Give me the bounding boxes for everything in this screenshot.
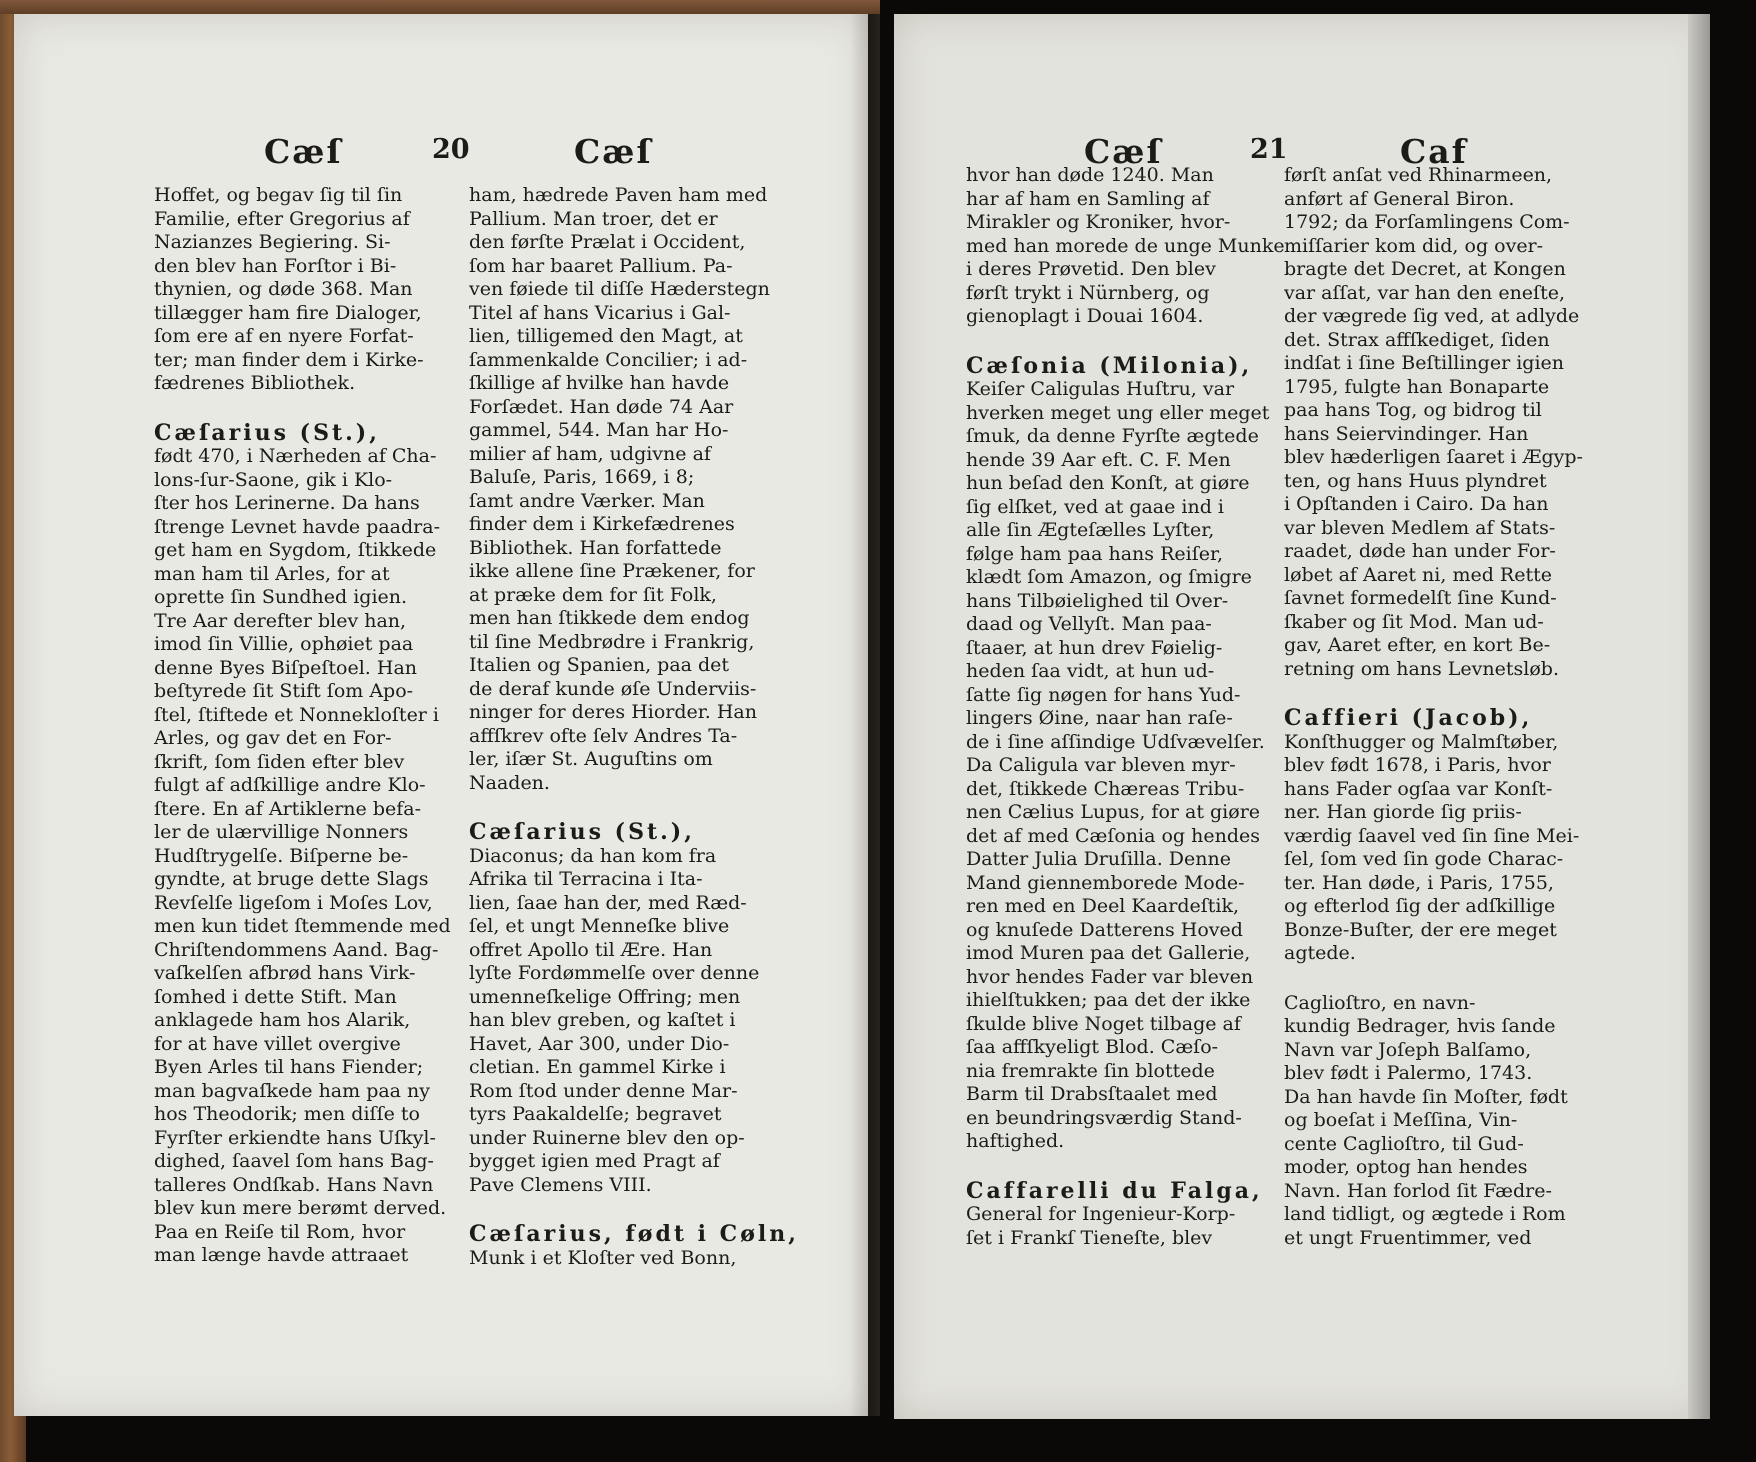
text-line: ſtere. En af Artiklerne befa- [154, 797, 422, 820]
text-line: nen Cælius Lupus, for at giøre [966, 801, 1261, 823]
text-line: ſtrenge Levnet havde paadra- [154, 515, 440, 538]
text-line: Datter Julia Druſilla. Denne [966, 848, 1231, 870]
text-line: retning om hans Levnetsløb. [1284, 657, 1559, 680]
text-line: tillægger ham fire Dialoger, [154, 301, 422, 324]
text-line: fulgt af adſkillige andre Klo- [154, 774, 426, 796]
text-line: ſkaber og ſit Mod. Man ud- [1284, 610, 1544, 633]
right-page [894, 14, 1710, 1419]
text-line: paa hans Tog, og bidrog til [1284, 399, 1542, 421]
paragraph-gap [966, 329, 1286, 355]
text-line: ſtaaer, at hun drev Føielig- [966, 636, 1223, 659]
text-line: gienoplagt i Douai 1604. [966, 305, 1204, 327]
text-line: Tre Aar derefter blev han, [154, 609, 407, 632]
text-line: lyſte Fordømmelſe over denne [469, 962, 760, 984]
text-line: førſt trykt i Nürnberg, og [966, 281, 1210, 304]
text-line: ner. Han giorde ſig priis- [1284, 801, 1522, 823]
text-line: ham, hædrede Paven ham med [469, 184, 768, 206]
text-line: affſkrev ofte ſelv Andres Ta- [469, 724, 738, 747]
text-line: men han ſtikkede dem endog [469, 607, 750, 629]
text-line: Nazianzes Begiering. Si- [154, 231, 391, 253]
text-line: Cæſarius (St.), [469, 821, 695, 845]
text-line: under Ruinerne blev den op- [469, 1126, 745, 1149]
text-line: ſig elſket, ved at gaae ind i [966, 495, 1225, 518]
paragraph-gap [1284, 681, 1614, 707]
text-line: Italien og Spanien, paa det [469, 654, 730, 676]
text-line: bragte det Decret, at Kongen [1284, 258, 1566, 280]
text-line: en beundringsværdig Stand- [966, 1106, 1242, 1129]
text-line: Fyrſter erkiendte hans Uſkyl- [154, 1126, 436, 1149]
text-line: miſſarier kom did, og over- [1284, 234, 1544, 257]
text-line: lien, tilligemed den Magt, at [469, 325, 743, 347]
text-line: hun beſad den Konſt, at giøre [966, 472, 1250, 494]
text-line: hvor hendes Fader var bleven [966, 965, 1254, 988]
text-line: Barm til Drabsſtaalet med [966, 1083, 1218, 1105]
text-line: Mand giennemborede Mode- [966, 871, 1245, 894]
text-line: vaſkelſen afbrød hans Virk- [154, 962, 416, 984]
text-line: hende 39 Aar eft. C. F. Men [966, 448, 1231, 471]
left-page-column-2 [469, 184, 799, 1270]
text-line: ſaa affſkyeligt Blod. Cæſo- [966, 1036, 1219, 1058]
text-line: lingers Øine, naar han raſe- [966, 707, 1233, 729]
text-line: Munk i et Kloſter ved Bonn, [469, 1246, 737, 1269]
text-line: gyndte, at bruge dette Slags [154, 868, 429, 890]
text-line: Paa en Reiſe til Rom, hvor [154, 1220, 406, 1243]
text-line: ſom har baaret Pallium. Pa- [469, 254, 733, 277]
text-line: Da Caligula var bleven myr- [966, 754, 1236, 776]
text-line: daad og Vellyſt. Man paa- [966, 613, 1212, 635]
text-line: blev født 1678, i Paris, hvor [1284, 754, 1551, 776]
text-line: og knuſede Datterens Hoved [966, 918, 1243, 941]
text-line: hans Seiervindinger. Han [1284, 422, 1529, 445]
text-line: dighed, ſaavel ſom hans Bag- [154, 1150, 434, 1172]
text-line: ren med en Deel Kaardeſtik, [966, 895, 1240, 917]
text-line: ter; man finder dem i Kirke- [154, 348, 424, 371]
text-line: ſel, et ungt Menneſke blive [469, 915, 730, 937]
text-line: Cæſarius (St.), [154, 421, 380, 445]
text-line: umenneſkelige Offring; men [469, 985, 741, 1008]
text-line: cletian. En gammel Kirke i [469, 1056, 726, 1078]
text-line: lons-ſur-Saone, gik i Klo- [154, 468, 393, 491]
text-line: Arles, og gav det en For- [154, 727, 392, 749]
paragraph-gap [469, 1197, 799, 1223]
text-line: var bleven Medlem af Stats- [1284, 516, 1556, 539]
text-line: nia fremrakte ſin blottede [966, 1059, 1215, 1082]
text-line: Titel af hans Vicarius i Gal- [469, 301, 731, 324]
text-line: Pallium. Man troer, det er [469, 207, 718, 230]
text-line: lien, ſaae han der, med Ræd- [469, 891, 747, 914]
text-line: hans Fader ogſaa var Konſt- [1284, 777, 1553, 800]
text-line: blev kun mere berømt derved. [154, 1197, 447, 1219]
text-line: Caglioſtro, en navn- [1284, 991, 1476, 1014]
text-line: ninger for deres Hiorder. Han [469, 701, 757, 723]
text-line: for at have villet overgive [154, 1032, 401, 1055]
text-line: 1792; da Forſamlingens Com- [1284, 211, 1570, 233]
text-line: oprette ſin Sundhed igien. [154, 586, 408, 608]
left-page [14, 14, 868, 1416]
text-line: ſmuk, da denne Fyrſte ægtede [966, 425, 1259, 447]
text-line: ſammenkalde Concilier; i ad- [469, 348, 748, 371]
text-line: thynien, og døde 368. Man [154, 278, 413, 300]
text-line: ſtel, ſtiftede et Nonnekloſter i [154, 703, 440, 726]
text-line: man længe havde attraaet [154, 1244, 409, 1266]
text-line: ſamt andre Værker. Man [469, 489, 705, 512]
text-line: moder, optog han hendes [1284, 1156, 1528, 1178]
text-line: cente Caglioſtro, til Gud- [1284, 1132, 1524, 1155]
text-line: tyrs Paakaldelſe; begravet [469, 1103, 722, 1125]
text-line: ſter hos Lerinerne. Da hans [154, 492, 420, 514]
text-line: Havet, Aar 300, under Dio- [469, 1032, 730, 1055]
text-line: anført af General Biron. [1284, 187, 1515, 210]
text-line: ſavnet formedelſt ſine Kund- [1284, 587, 1557, 609]
paragraph-gap [1284, 966, 1614, 992]
text-line: Cæſarius, født i Cøln, [469, 1223, 799, 1247]
text-line: Hudſtrygelſe. Biſperne be- [154, 844, 409, 867]
text-line: det af med Cæſonia og hendes [966, 824, 1261, 847]
text-line: et ungt Fruentimmer, ved [1284, 1226, 1532, 1249]
text-line: den blev han Forſtor i Bi- [154, 254, 397, 277]
text-line: men kun tidet ſtemmende med [154, 915, 451, 937]
text-line: heden ſaa vidt, at hun ud- [966, 660, 1215, 682]
text-line: agtede. [1284, 942, 1356, 964]
text-line: kundig Bedrager, hvis ſande [1284, 1015, 1556, 1037]
text-line: det, ſtikkede Chæreas Tribu- [966, 777, 1245, 800]
text-line: hos Theodorik; men diſſe to [154, 1103, 420, 1125]
left-page-gutter-shadow [850, 14, 880, 1416]
text-line: Caffieri (Jacob), [1284, 707, 1533, 731]
text-line: alle ſin Ægteſælles Lyſter, [966, 519, 1215, 541]
text-line: finder dem i Kirkefædrenes [469, 513, 735, 535]
text-line: hvor han døde 1240. Man [966, 164, 1214, 186]
text-line: at præke dem for ſit Folk, [469, 583, 717, 606]
text-line: ſomhed i dette Stift. Man [154, 985, 397, 1008]
text-line: offret Apollo til Ære. Han [469, 938, 713, 961]
text-line: ſel, ſom ved ſin gode Charac- [1284, 848, 1564, 870]
text-line: Da han havde ſin Moſter, født [1284, 1085, 1568, 1108]
paragraph-gap [469, 795, 799, 821]
text-line: Chriſtendommens Aand. Bag- [154, 938, 439, 961]
text-line: ven føiede til diſſe Hæderstegn [469, 278, 770, 300]
text-line: Byen Arles til hans Fiender; [154, 1056, 424, 1078]
text-line: imod ſin Villie, ophøiet paa [154, 633, 414, 655]
text-line: ter. Han døde, i Paris, 1755, [1284, 871, 1554, 894]
text-line: gammel, 544. Man har Ho- [469, 419, 729, 441]
text-line: talleres Ondſkab. Hans Navn [154, 1173, 434, 1196]
right-running-head-right: Caf [1400, 132, 1468, 171]
text-line: ihielſtukken; paa det der ikke [966, 989, 1251, 1011]
right-page-column-1 [966, 164, 1286, 1250]
text-line: man bagvaſkede ham paa ny [154, 1079, 431, 1102]
text-line: bygget igien med Pragt af [469, 1150, 720, 1172]
text-line: Rom ſtod under denne Mar- [469, 1079, 738, 1102]
text-line: ler de ulærvillige Nonners [154, 821, 409, 843]
left-running-head-left: Cæſ [264, 132, 343, 171]
text-line: raadet, døde han under For- [1284, 540, 1556, 562]
text-line: Bibliothek. Han forfattede [469, 536, 722, 559]
text-line: med han morede de unge Munke [966, 234, 1285, 257]
text-line: fædrenes Bibliothek. [154, 372, 356, 394]
text-line: ſet i Frankſ Tieneſte, blev [966, 1226, 1213, 1249]
text-line: indſat i ſine Beſtillinger igien [1284, 352, 1564, 374]
text-line: General for Ingenieur-Korp- [966, 1203, 1236, 1225]
text-line: til ſine Medbrødre i Frankrig, [469, 630, 755, 653]
text-line: løbet af Aaret ni, med Rette [1284, 563, 1552, 586]
text-line: haftighed. [966, 1130, 1065, 1152]
text-line: i Opſtanden i Cairo. Da han [1284, 493, 1549, 515]
text-line: var aſſat, var han den eneſte, [1284, 281, 1566, 304]
text-line: Forſædet. Han døde 74 Aar [469, 395, 734, 418]
text-line: de i ſine aſſindige Udſvævelſer. [966, 730, 1265, 753]
text-line: denne Byes Biſpeſtoel. Han [154, 656, 418, 679]
text-line: beſtyrede ſit Stift ſom Apo- [154, 680, 414, 702]
left-page-column-1 [154, 184, 474, 1268]
text-line: følge ham paa hans Reiſer, [966, 542, 1224, 565]
right-page-fore-edge [1688, 14, 1710, 1419]
text-line: Keiſer Caligulas Huſtru, var [966, 378, 1235, 400]
right-running-head-left: Cæſ [1084, 132, 1163, 171]
text-line: født 470, i Nærheden af Cha- [154, 445, 437, 467]
text-line: klædt ſom Amazon, og ſmigre [966, 566, 1252, 588]
text-line: Navn. Han forlod ſit Fædre- [1284, 1179, 1552, 1202]
left-page-number: 20 [432, 134, 470, 165]
text-line: i deres Prøvetid. Den blev [966, 258, 1216, 280]
text-line: og boeſat i Meſſina, Vin- [1284, 1109, 1518, 1131]
text-line: 1795, fulgte han Bonaparte [1284, 375, 1550, 398]
right-page-column-2 [1284, 164, 1614, 1250]
text-line: Naaden. [469, 771, 550, 794]
text-line: hans Tilbøielighed til Over- [966, 589, 1229, 612]
text-line: Bonze-Buſter, der ere meget [1284, 918, 1557, 941]
book-top-edge [0, 0, 880, 14]
text-line: Familie, efter Gregorius af [154, 207, 410, 230]
text-line: ſkillige af hvilke han havde [469, 372, 730, 394]
paragraph-gap [154, 396, 474, 422]
text-line: ikke allene ſine Prækener, for [469, 560, 755, 582]
text-line: blev født i Palermo, 1743. [1284, 1062, 1533, 1084]
text-line: land tidligt, og ægtede i Rom [1284, 1203, 1566, 1225]
text-line: anklagede ham hos Alarik, [154, 1009, 411, 1031]
left-running-head-right: Cæſ [574, 132, 653, 171]
text-line: Pave Clemens VIII. [469, 1173, 652, 1196]
text-line: ſom ere af en nyere Forfat- [154, 325, 414, 347]
text-line: den førſte Prælat i Occident, [469, 231, 746, 253]
right-page-number: 21 [1250, 134, 1288, 165]
text-line: han blev greben, og kaſtet i [469, 1009, 736, 1031]
text-line: og efterlod ſig der adſkillige [1284, 895, 1556, 917]
text-line: har af ham en Samling af [966, 187, 1210, 210]
text-line: Navn var Joſeph Balſamo, [1284, 1038, 1532, 1061]
text-line: Mirakler og Kroniker, hvor- [966, 211, 1231, 233]
text-line: milier af ham, udgivne af [469, 442, 711, 465]
text-line: Konſthugger og Malmſtøber, [1284, 730, 1559, 753]
text-line: imod Muren paa det Gallerie, [966, 942, 1251, 964]
text-line: get ham en Sygdom, ſtikkede [154, 539, 437, 561]
text-line: ſatte ſig nøgen for hans Yud- [966, 683, 1241, 706]
text-line: førſt anſat ved Rhinarmeen, [1284, 164, 1553, 186]
text-line: ler, iſær St. Auguſtins om [469, 748, 713, 770]
text-line: blev hæderligen ſaaret i Ægyp- [1284, 446, 1583, 468]
text-line: de deraf kunde øſe Underviis- [469, 677, 757, 700]
text-line: Caffarelli du Falga, [966, 1179, 1263, 1203]
text-line: det. Strax affſkediget, ſiden [1284, 328, 1550, 351]
text-line: Hoffet, og begav ſig til ſin [154, 184, 403, 206]
text-line: værdig ſaavel ved ſin ſine Mei- [1284, 824, 1580, 847]
text-line: ſkulde blive Noget tilbage af [966, 1012, 1241, 1035]
text-line: ten, og hans Huus plyndret [1284, 469, 1547, 492]
text-line: Baluſe, Paris, 1669, i 8; [469, 466, 695, 488]
text-line: hverken meget ung eller meget [966, 401, 1270, 424]
text-line: gav, Aaret efter, en kort Be- [1284, 634, 1551, 656]
text-line: der vægrede ſig ved, at adlyde [1284, 305, 1580, 327]
text-line: Afrika til Terracina i Ita- [469, 868, 703, 890]
text-line: Revſelſe ligeſom i Moſes Lov, [154, 891, 433, 914]
text-line: ſkrift, ſom ſiden efter blev [154, 750, 405, 773]
paragraph-gap [966, 1154, 1286, 1180]
text-line: Diaconus; da han kom fra [469, 844, 717, 867]
text-line: Cæſonia (Milonia), [966, 354, 1253, 378]
text-line: man ham til Arles, for at [154, 562, 390, 585]
